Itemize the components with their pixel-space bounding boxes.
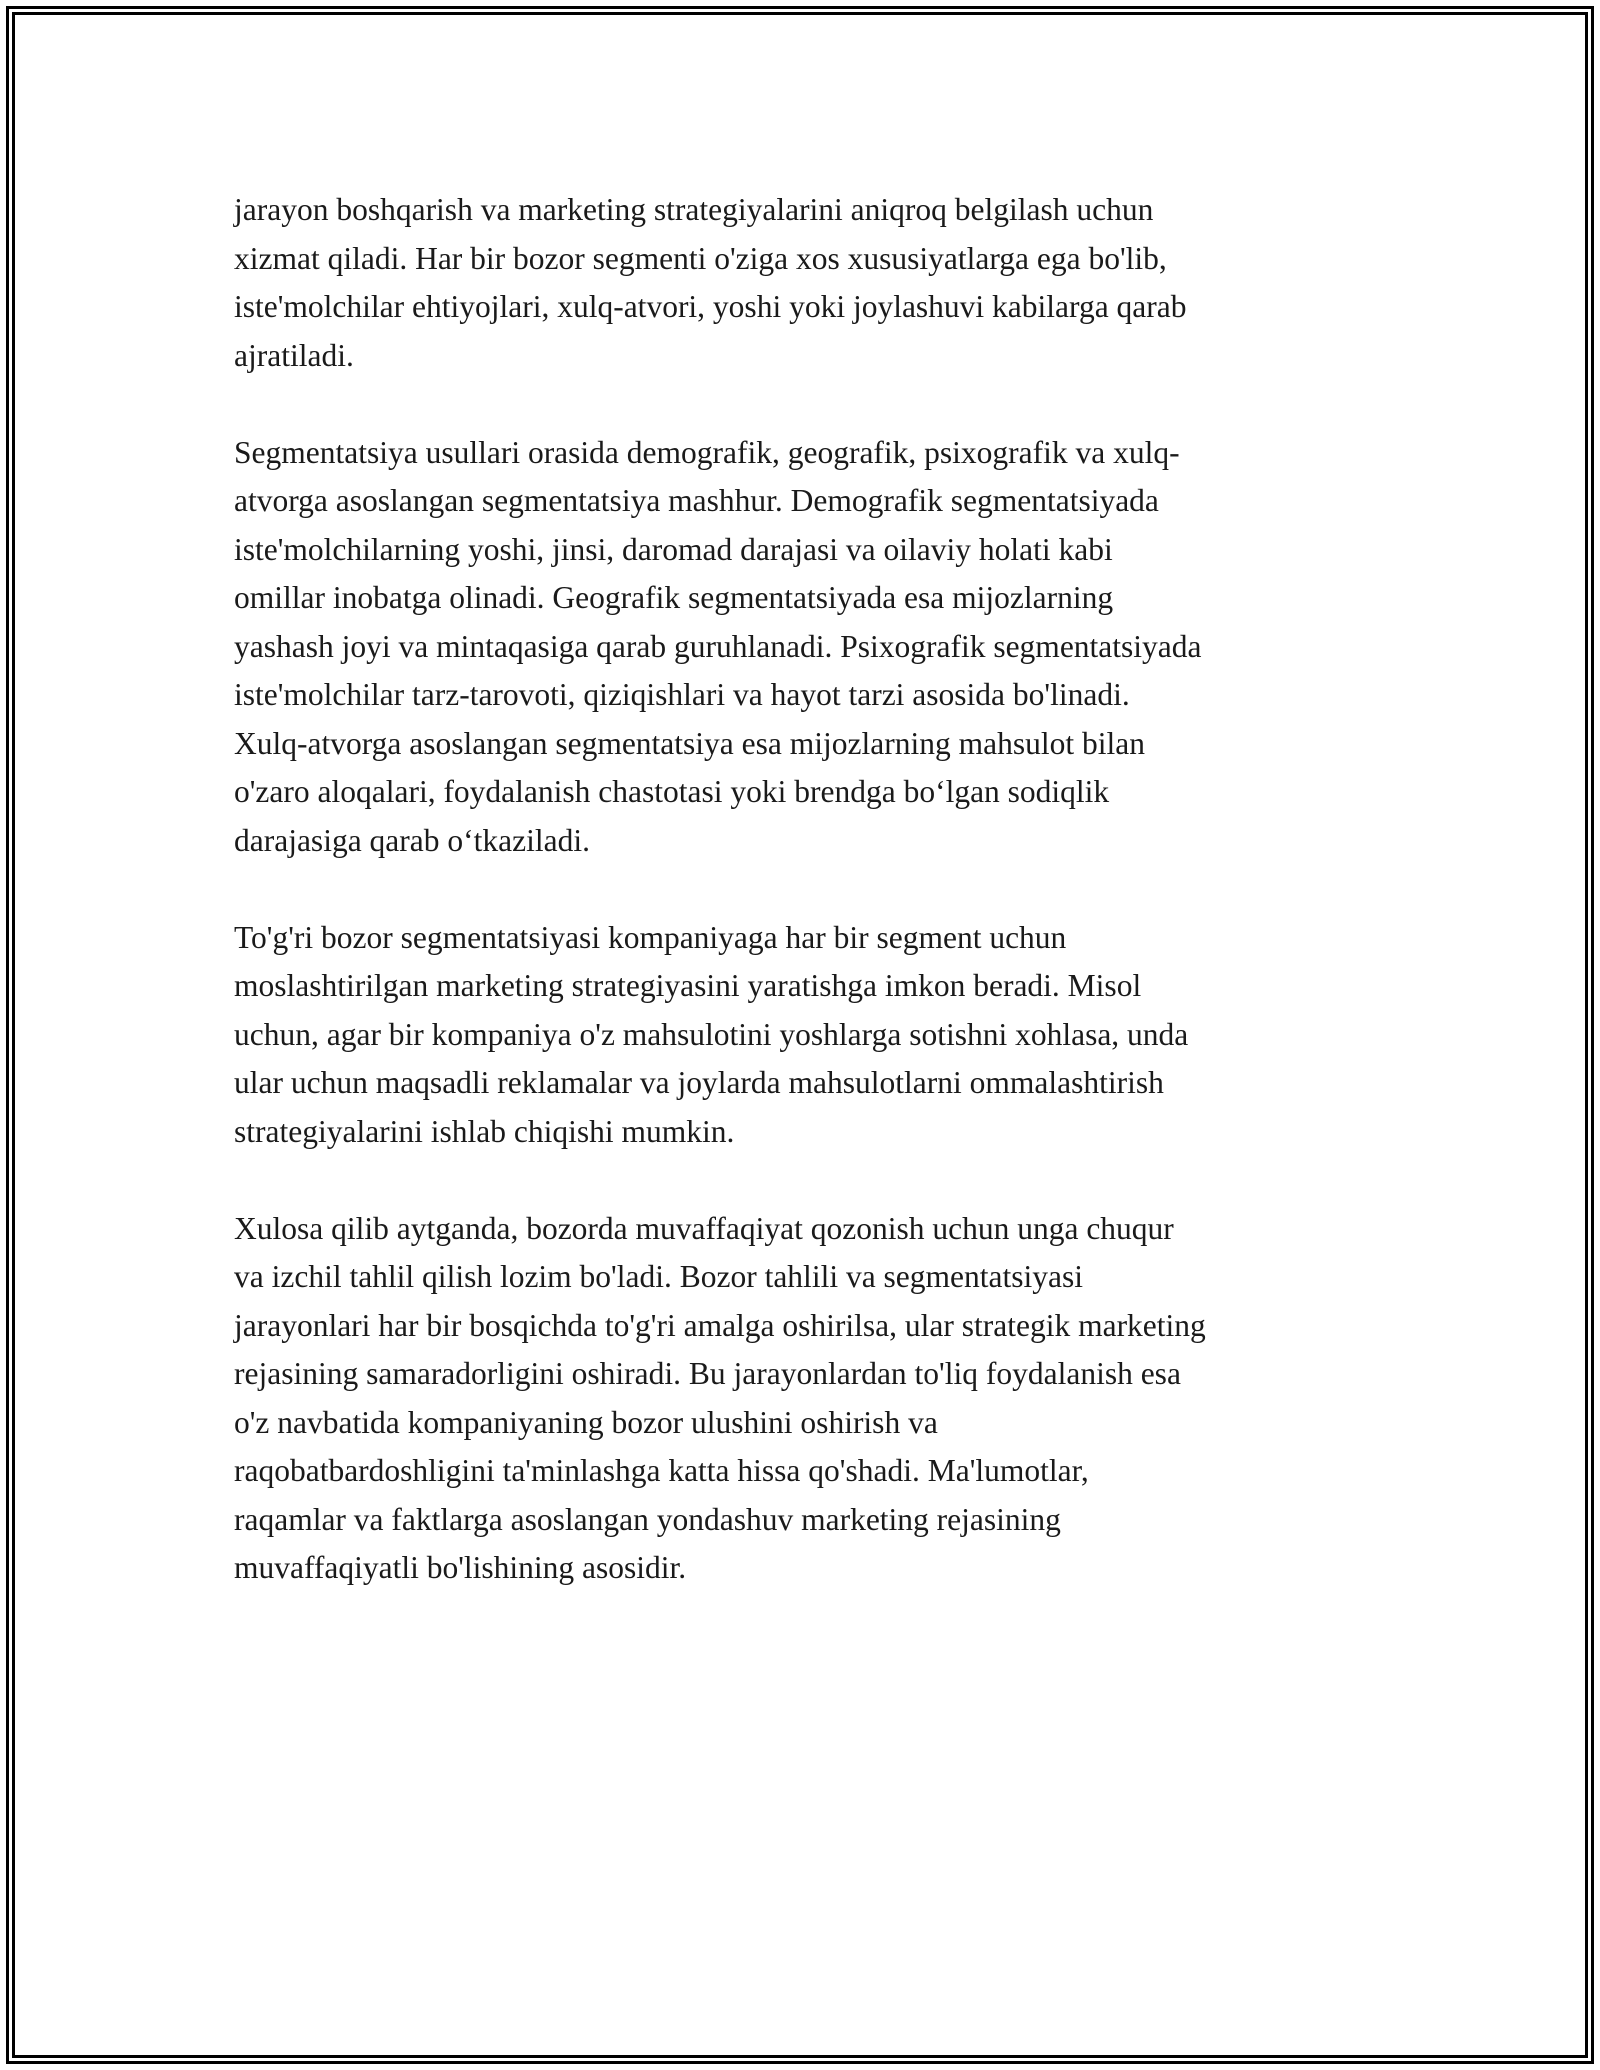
paragraph-3: To'g'ri bozor segmentatsiyasi kompaniyaga har bir segment uchun moslashtirilgan marketing strategiyasini yaratishga imkon beradi. Misol uchun, agar bir kompaniya o'z mahsulotini yoshlarga sotishni xohlasa, unda ular uchun maqsadli reklamalar va joylarda mahsulotlarni ommalashtirish strategiyalarini ishlab chiqishi mumkin. [234,919,1189,1149]
paragraph-1: jarayon boshqarish va marketing strategiyalarini aniqroq belgilash uchun xizmat qiladi. Har bir bozor segmenti o'ziga xos xususiyatlarga ega bo'lib, iste'molchilar ehtiyojlari, xulq-atvori, yoshi yoki joylashuvi kabilarga qarab ajratiladi. [234,192,1187,373]
paragraph-4: Xulosa qilib aytganda, bozorda muvaffaqiyat qozonish uchun unga chuqur va izchil tahlil qilish lozim bo'ladi. Bozor tahlili va segmentatsiyasi jarayonlari har bir bosqichda to'g'ri amalga oshirilsa, ular strategik marketing rejasining samaradorligini oshiradi. Bu jarayonlardan to'liq foydalanish esa o'z navbatida kompaniyaning bozor ulushini oshirish va raqobatbardoshligini ta'minlashga katta hissa qo'shadi. Ma'lumotlar, raqamlar va faktlarga asoslangan yondashuv marketing rejasining muvaffaqiyatli bo'lishining asosidir. [234,1210,1206,1585]
paragraph-2: Segmentatsiya usullari orasida demografik, geografik, psixografik va xulq- atvorga asoslangan segmentatsiya mashhur. Demografik segmentatsiyada iste'molchilarning yoshi, jinsi, daromad darajasi va oilaviy holati kabi omillar inobatga olinadi. Geografik segmentatsiyada esa mijozlarning yashash joyi va mintaqasiga qarab guruhlanadi. Psixografik segmentatsiyada iste'molchilar tarz-tarovoti, qiziqishlari va hayot tarzi asosida bo'linadi. Xulq-atvorga asoslangan segmentatsiya esa mijozlarning mahsulot bilan o'zaro aloqalari, foydalanish chastotasi yoki brendga bo‘lgan sodiqlik darajasiga qarab o‘tkaziladi. [234,434,1202,858]
document-body [234,186,1374,1641]
